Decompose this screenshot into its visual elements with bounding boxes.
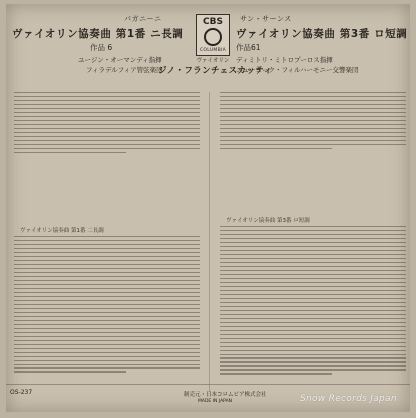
catalog-number: OS-237 (10, 389, 33, 396)
right-liner-text-bottom (220, 226, 406, 382)
left-opus: 作品 6 (90, 43, 113, 52)
right-liner-text-top (220, 92, 406, 212)
right-title: ヴァイオリン協奏曲 第3番 ロ短調 (236, 28, 408, 40)
right-opus: 作品61 (236, 43, 261, 52)
left-liner-text-top (14, 92, 200, 222)
soloist-label: ヴァイオリン (196, 58, 230, 64)
left-title: ヴァイオリン協奏曲 第1番 ニ長調 (12, 28, 184, 40)
right-section-heading: ヴァイオリン協奏曲 第3番 ロ短調 (226, 218, 310, 224)
left-composer: パガニーニ (124, 15, 162, 23)
logo-brand: COLUMBIA (199, 48, 227, 53)
left-orchestra: フィラデルフィア管弦楽団 (86, 66, 163, 74)
left-conductor: ユージン・オーマンディ指揮 (78, 56, 162, 64)
record-sleeve (6, 4, 410, 412)
column-divider (209, 92, 210, 392)
right-orchestra: ニューヨーク・フィルハーモニー交響楽団 (236, 66, 359, 74)
logo-mark: CBS (203, 17, 223, 27)
left-liner-text-bottom (14, 236, 200, 382)
right-conductor: ディミトリ・ミトロプーロス指揮 (236, 56, 333, 64)
soloist-name: ジノ・フランチェスカッティ (158, 66, 273, 76)
made-in-japan: MADE IN JAPAN (198, 399, 233, 404)
right-composer: サン・サーンス (240, 15, 292, 23)
watermark: Snow Records Japan (300, 394, 397, 404)
left-section-heading: ヴァイオリン協奏曲 第1番 二長調 (20, 228, 104, 234)
right-column (216, 4, 412, 412)
manufacturer: 制売元・日本コロムビア株式会社 (184, 392, 267, 398)
